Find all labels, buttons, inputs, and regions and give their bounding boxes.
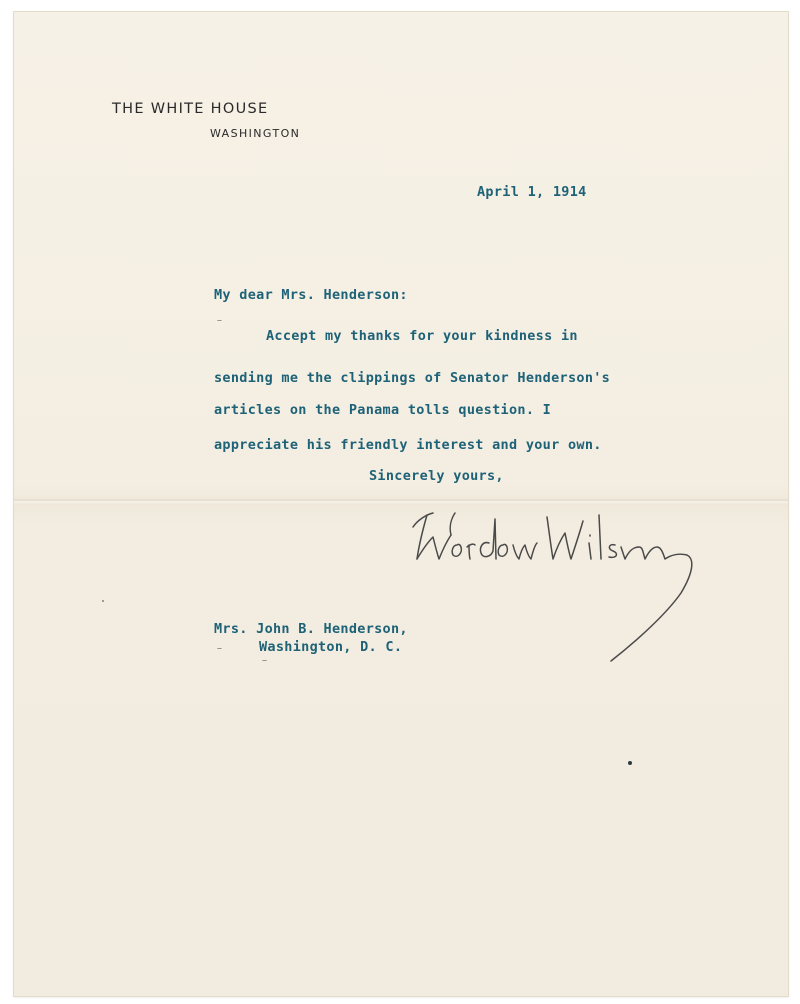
closing: Sincerely yours,: [369, 468, 504, 484]
paper-speck: [217, 648, 222, 649]
body-line: appreciate his friendly interest and your own.: [214, 437, 602, 453]
letterhead-title: THE WHITE HOUSE: [112, 101, 269, 117]
recipient-city: Washington, D. C.: [259, 639, 403, 655]
body-line: articles on the Panama tolls question. I: [214, 402, 552, 418]
body-line: Accept my thanks for your kindness in: [266, 328, 578, 344]
letterhead-location: WASHINGTON: [210, 127, 301, 140]
salutation: My dear Mrs. Henderson:: [214, 287, 408, 303]
recipient-name: Mrs. John B. Henderson,: [214, 621, 408, 637]
paper-speck: [102, 600, 104, 602]
letter-date: April 1, 1914: [477, 184, 587, 200]
body-line: sending me the clippings of Senator Henderson's: [214, 370, 611, 386]
paper-speck: [628, 761, 632, 765]
paper-speck: [217, 320, 222, 321]
letter-sheet: [14, 12, 788, 996]
signature-woodrow-wilson: [399, 497, 699, 667]
paper-speck: [262, 660, 267, 661]
